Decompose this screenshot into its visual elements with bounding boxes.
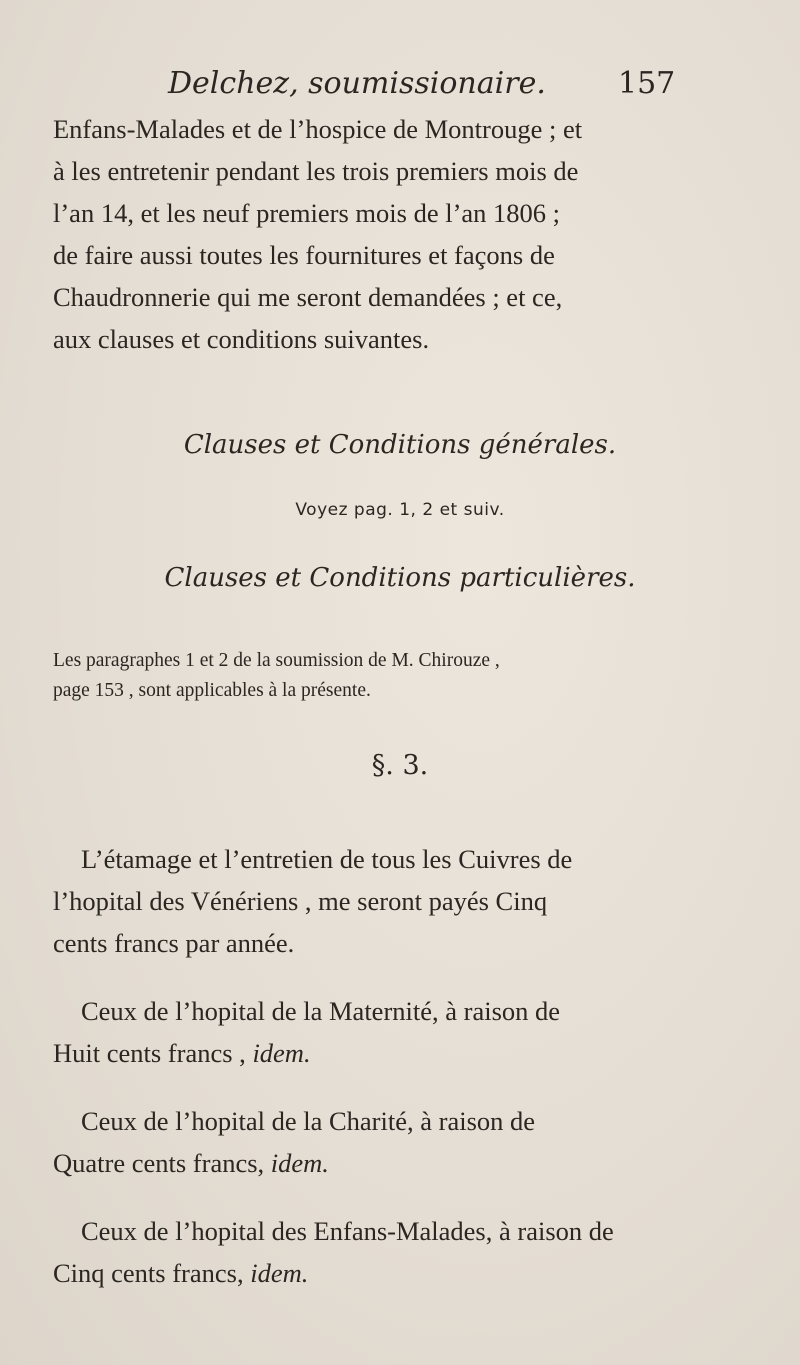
paragraph-line: L’étamage et l’entretien de tous les Cuivres de — [81, 844, 573, 874]
idem-text: idem. — [270, 1148, 329, 1178]
intro-line: à les entretenir pendant les trois premiers mois de — [53, 156, 579, 186]
intro-line: de faire aussi toutes les fournitures et façons de — [53, 240, 555, 270]
line-text: Huit cents francs , — [53, 1038, 253, 1068]
paragraphs-note — [53, 646, 763, 706]
note-line: Les paragraphes 1 et 2 de la soumission de M. Chirouze , — [53, 650, 500, 671]
paragraph-line — [53, 1032, 753, 1074]
paragraph-line: Ceux de l’hopital de la Maternité, à raison de — [81, 996, 561, 1026]
intro-line: l’an 14, et les neuf premiers mois de l’an 1806 ; — [53, 198, 561, 228]
paragraph-line: l’hopital des Vénériens , me seront payés Cinq — [53, 886, 548, 916]
intro-line: aux clauses et conditions suivantes. — [53, 324, 430, 354]
note-line: page 153 , sont applicables à la présente. — [53, 680, 371, 701]
idem-text: idem. — [252, 1038, 311, 1068]
see-reference: Voyez pag. 1, 2 et suiv. — [295, 500, 505, 520]
paragraph-line — [53, 1252, 753, 1294]
intro-line: Chaudronnerie qui me seront demandées ; et ce, — [53, 282, 563, 312]
intro-paragraph — [53, 108, 753, 360]
paragraph-line: cents francs par année. — [53, 928, 295, 958]
paragraph-line: Ceux de l’hopital de la Charité, à raison de — [81, 1106, 536, 1136]
line-text: Quatre cents francs, — [53, 1148, 271, 1178]
paragraph-line — [53, 1142, 753, 1184]
paragraph-line: Ceux de l’hopital des Enfans-Malades, à raison de — [81, 1216, 614, 1246]
heading-particular-conditions: Clauses et Conditions particulières. — [164, 563, 636, 593]
section-3-body — [53, 838, 753, 1294]
section-mark: §. 3. — [371, 750, 429, 781]
running-header — [168, 66, 688, 101]
idem-text: idem. — [250, 1258, 309, 1288]
line-text: Cinq cents francs, — [53, 1258, 251, 1288]
intro-line: Enfans-Malades et de l’hospice de Montrouge ; et — [53, 114, 583, 144]
header-title: Delchez, soumissionaire. — [168, 66, 546, 101]
page-number: 157 — [618, 66, 676, 101]
heading-general-conditions: Clauses et Conditions générales. — [183, 430, 617, 460]
